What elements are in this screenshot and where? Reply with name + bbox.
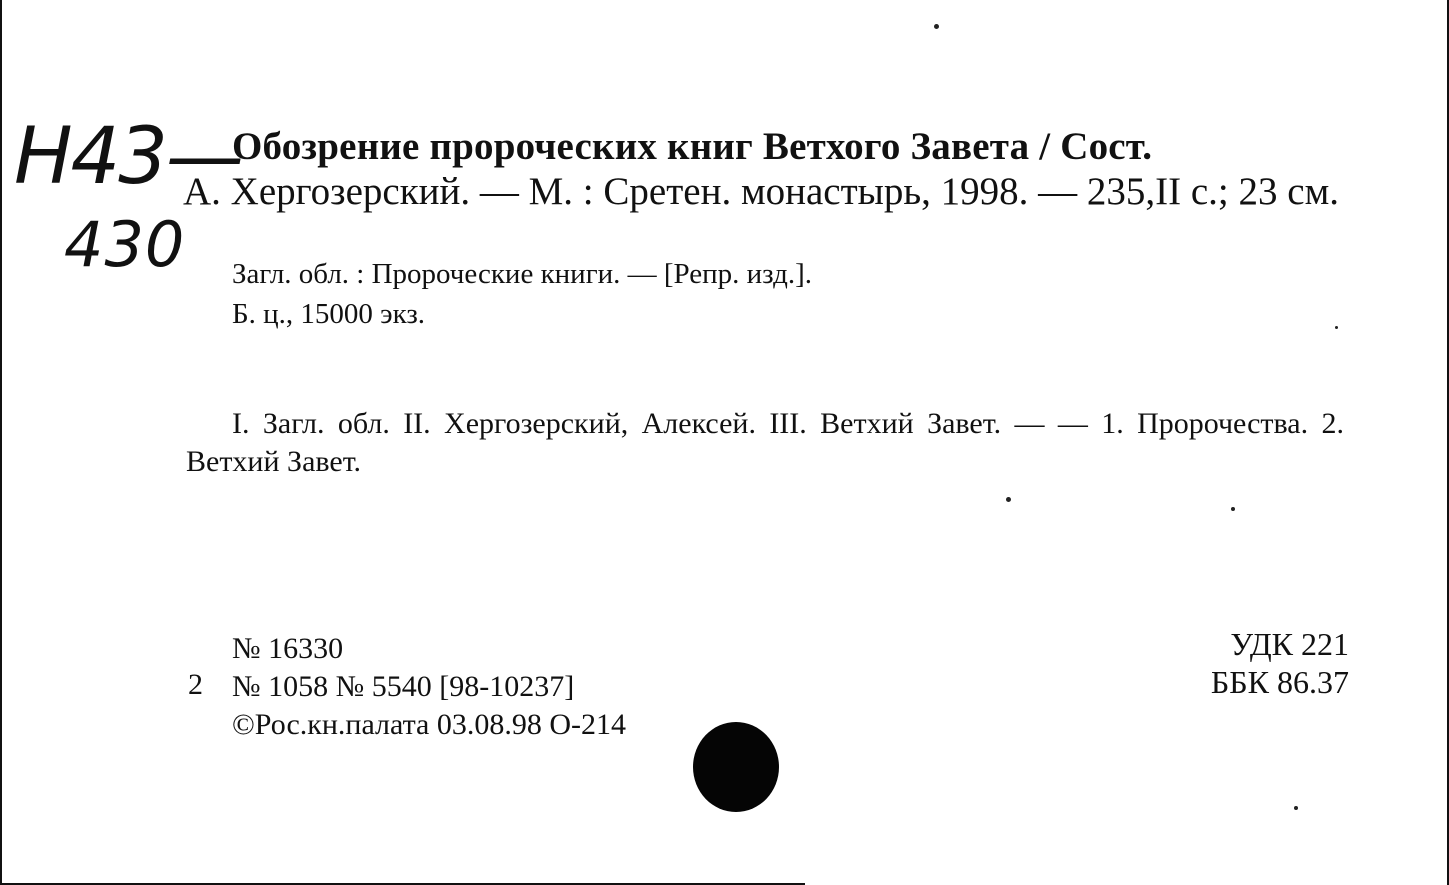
scan-speck [934,24,939,29]
scan-speck [1231,507,1235,511]
scan-speck [1006,497,1011,502]
classification-block [1211,625,1349,701]
registration-numbers: № 1058 № 5540 [98-10237] [232,670,575,703]
entry-note-cover-title: Загл. обл. : Пророческие книги. — [Репр. изд.]. [232,258,813,290]
tracing-headings: I. Загл. обл. II. Хергозерский, Алексей. III. Ветхий Завет. — — 1. Пророчества. 2. Ветхий Завет. [186,407,1344,478]
udk-code: УДК 221 [1230,626,1349,662]
shelfmark-line-1: Н43— [14,112,242,202]
entry-title: Обозрение пророческих книг Ветхого Завета / Сост. [232,125,1153,168]
registration-number: № 16330 [232,632,344,665]
shelfmark-line-2: 430 [64,208,186,281]
card-edge-left [0,0,2,885]
entry-note-price-copies: Б. ц., 15000 экз. [232,298,426,330]
copy-count: 2 [188,668,203,701]
registration-block [232,630,626,744]
entry-imprint: А. Хергозерский. — М. : Сретен. монастырь, 1998. — 235,II с.; 23 см. [183,170,1340,213]
book-chamber-stamp: ©Рос.кн.палата 03.08.98 О-214 [232,708,627,741]
scan-speck [1294,806,1298,810]
card-punch-hole [693,722,779,812]
bbk-code: ББК 86.37 [1210,664,1349,700]
scan-speck [1335,326,1338,329]
